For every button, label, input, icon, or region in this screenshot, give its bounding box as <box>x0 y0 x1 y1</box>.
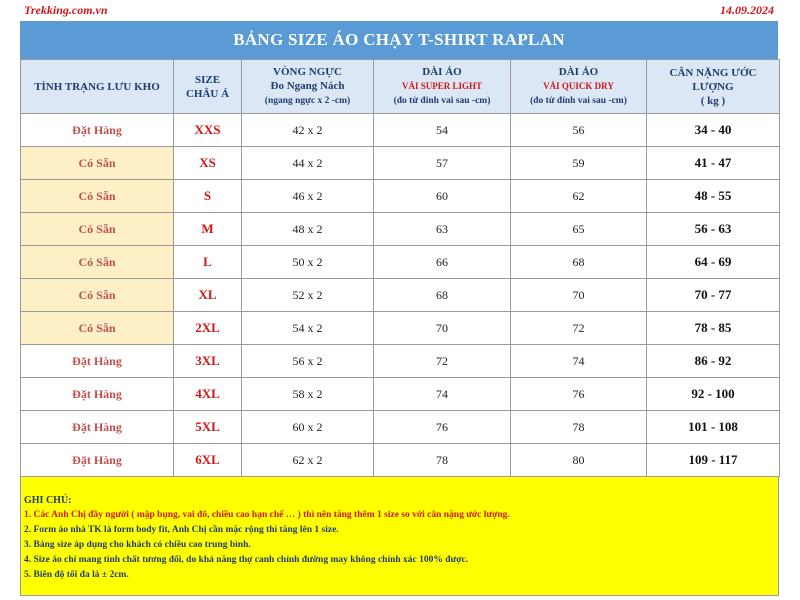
weight-value: 56 - 63 <box>647 213 780 246</box>
length-superlight-value: 78 <box>374 444 511 477</box>
chest-value: 54 x 2 <box>242 312 374 345</box>
col-header-length-superlight: DÀI ÁO VẢI SUPER LIGHT (đo từ đỉnh vai sau -cm) <box>374 60 511 114</box>
length-superlight-value: 54 <box>374 114 511 147</box>
table-row <box>21 345 780 378</box>
length-superlight-value: 70 <box>374 312 511 345</box>
note-line: 2. Form áo nhà TK là form body fit, Anh Chị cần mặc rộng thì tăng lên 1 size. <box>24 525 339 535</box>
chest-value: 50 x 2 <box>242 246 374 279</box>
table-row <box>21 411 780 444</box>
table-row <box>21 378 780 411</box>
length-superlight-value: 60 <box>374 180 511 213</box>
weight-value: 41 - 47 <box>647 147 780 180</box>
length-quickdry-value: 68 <box>511 246 647 279</box>
stock-status: Có Sẵn <box>21 213 174 246</box>
stock-status: Có Sẵn <box>21 246 174 279</box>
weight-value: 48 - 55 <box>647 180 780 213</box>
size-label: 4XL <box>174 378 242 411</box>
notes-heading: GHI CHÚ: <box>24 495 72 506</box>
weight-value: 78 - 85 <box>647 312 780 345</box>
size-label: XXS <box>174 114 242 147</box>
table-row <box>21 312 780 345</box>
chest-value: 42 x 2 <box>242 114 374 147</box>
publish-date: 14.09.2024 <box>720 3 774 17</box>
chest-value: 58 x 2 <box>242 378 374 411</box>
stock-status: Đặt Hàng <box>21 378 174 411</box>
size-label: XS <box>174 147 242 180</box>
weight-value: 34 - 40 <box>647 114 780 147</box>
col-header-length-quickdry: DÀI ÁO VẢI QUICK DRY (đo từ đỉnh vai sau -cm) <box>511 60 647 114</box>
length-quickdry-value: 78 <box>511 411 647 444</box>
length-superlight-value: 63 <box>374 213 511 246</box>
col-header-chest: VÒNG NGỰC Đo Ngang Nách (ngang ngực x 2 -cm) <box>242 60 374 114</box>
site-name[interactable]: Trekking.com.vn <box>24 3 108 17</box>
col-header-weight: CÂN NẶNG ƯỚC LƯỢNG ( kg ) <box>647 60 780 114</box>
length-superlight-value: 68 <box>374 279 511 312</box>
col-header-size: SIZE CHÂU Á <box>174 60 242 114</box>
chest-value: 62 x 2 <box>242 444 374 477</box>
size-label: 5XL <box>174 411 242 444</box>
note-line: 1. Các Anh Chị đầy người ( mập bụng, vai đô, chiều cao hạn chế … ) thì nên tăng thêm 1 size so với cân nặng ước lượng. <box>24 510 510 520</box>
weight-value: 86 - 92 <box>647 345 780 378</box>
table-row <box>21 213 780 246</box>
table-row <box>21 114 780 147</box>
length-quickdry-value: 72 <box>511 312 647 345</box>
stock-status: Đặt Hàng <box>21 411 174 444</box>
top-bar <box>20 0 780 20</box>
stock-status: Có Sẵn <box>21 147 174 180</box>
chest-value: 46 x 2 <box>242 180 374 213</box>
chest-value: 52 x 2 <box>242 279 374 312</box>
length-superlight-value: 66 <box>374 246 511 279</box>
length-quickdry-value: 65 <box>511 213 647 246</box>
weight-value: 70 - 77 <box>647 279 780 312</box>
note-line: 5. Biên độ tối đa là ± 2cm. <box>24 570 129 580</box>
length-quickdry-value: 62 <box>511 180 647 213</box>
length-superlight-value: 72 <box>374 345 511 378</box>
table-row <box>21 180 780 213</box>
length-quickdry-value: 80 <box>511 444 647 477</box>
stock-status: Đặt Hàng <box>21 345 174 378</box>
stock-status: Có Sẵn <box>21 180 174 213</box>
length-quickdry-value: 76 <box>511 378 647 411</box>
notes-panel <box>20 476 779 596</box>
length-quickdry-value: 59 <box>511 147 647 180</box>
size-label: 3XL <box>174 345 242 378</box>
size-label: S <box>174 180 242 213</box>
stock-status: Có Sẵn <box>21 279 174 312</box>
weight-value: 109 - 117 <box>647 444 780 477</box>
table-row <box>21 147 780 180</box>
length-quickdry-value: 70 <box>511 279 647 312</box>
size-label: M <box>174 213 242 246</box>
size-table <box>20 59 780 477</box>
length-quickdry-value: 56 <box>511 114 647 147</box>
length-superlight-value: 74 <box>374 378 511 411</box>
table-header-row <box>21 60 780 114</box>
stock-status: Có Sẵn <box>21 312 174 345</box>
size-label: XL <box>174 279 242 312</box>
note-line: 3. Bảng size áp dụng cho khách có chiều cao trung bình. <box>24 540 251 550</box>
length-superlight-value: 57 <box>374 147 511 180</box>
weight-value: 101 - 108 <box>647 411 780 444</box>
size-label: L <box>174 246 242 279</box>
page-title: BẢNG SIZE ÁO CHẠY T-SHIRT RAPLAN <box>20 21 778 59</box>
size-label: 2XL <box>174 312 242 345</box>
note-line: 4. Size áo chỉ mang tính chất tương đối, do khả năng thợ canh chỉnh đường may không chính xác 100% được. <box>24 555 469 565</box>
weight-value: 92 - 100 <box>647 378 780 411</box>
col-header-stock: TÌNH TRẠNG LƯU KHO <box>21 60 174 114</box>
table-row <box>21 444 780 477</box>
chest-value: 48 x 2 <box>242 213 374 246</box>
chest-value: 56 x 2 <box>242 345 374 378</box>
weight-value: 64 - 69 <box>647 246 780 279</box>
chest-value: 44 x 2 <box>242 147 374 180</box>
length-superlight-value: 76 <box>374 411 511 444</box>
chest-value: 60 x 2 <box>242 411 374 444</box>
table-row <box>21 246 780 279</box>
stock-status: Đặt Hàng <box>21 444 174 477</box>
length-quickdry-value: 74 <box>511 345 647 378</box>
table-row <box>21 279 780 312</box>
size-label: 6XL <box>174 444 242 477</box>
stock-status: Đặt Hàng <box>21 114 174 147</box>
